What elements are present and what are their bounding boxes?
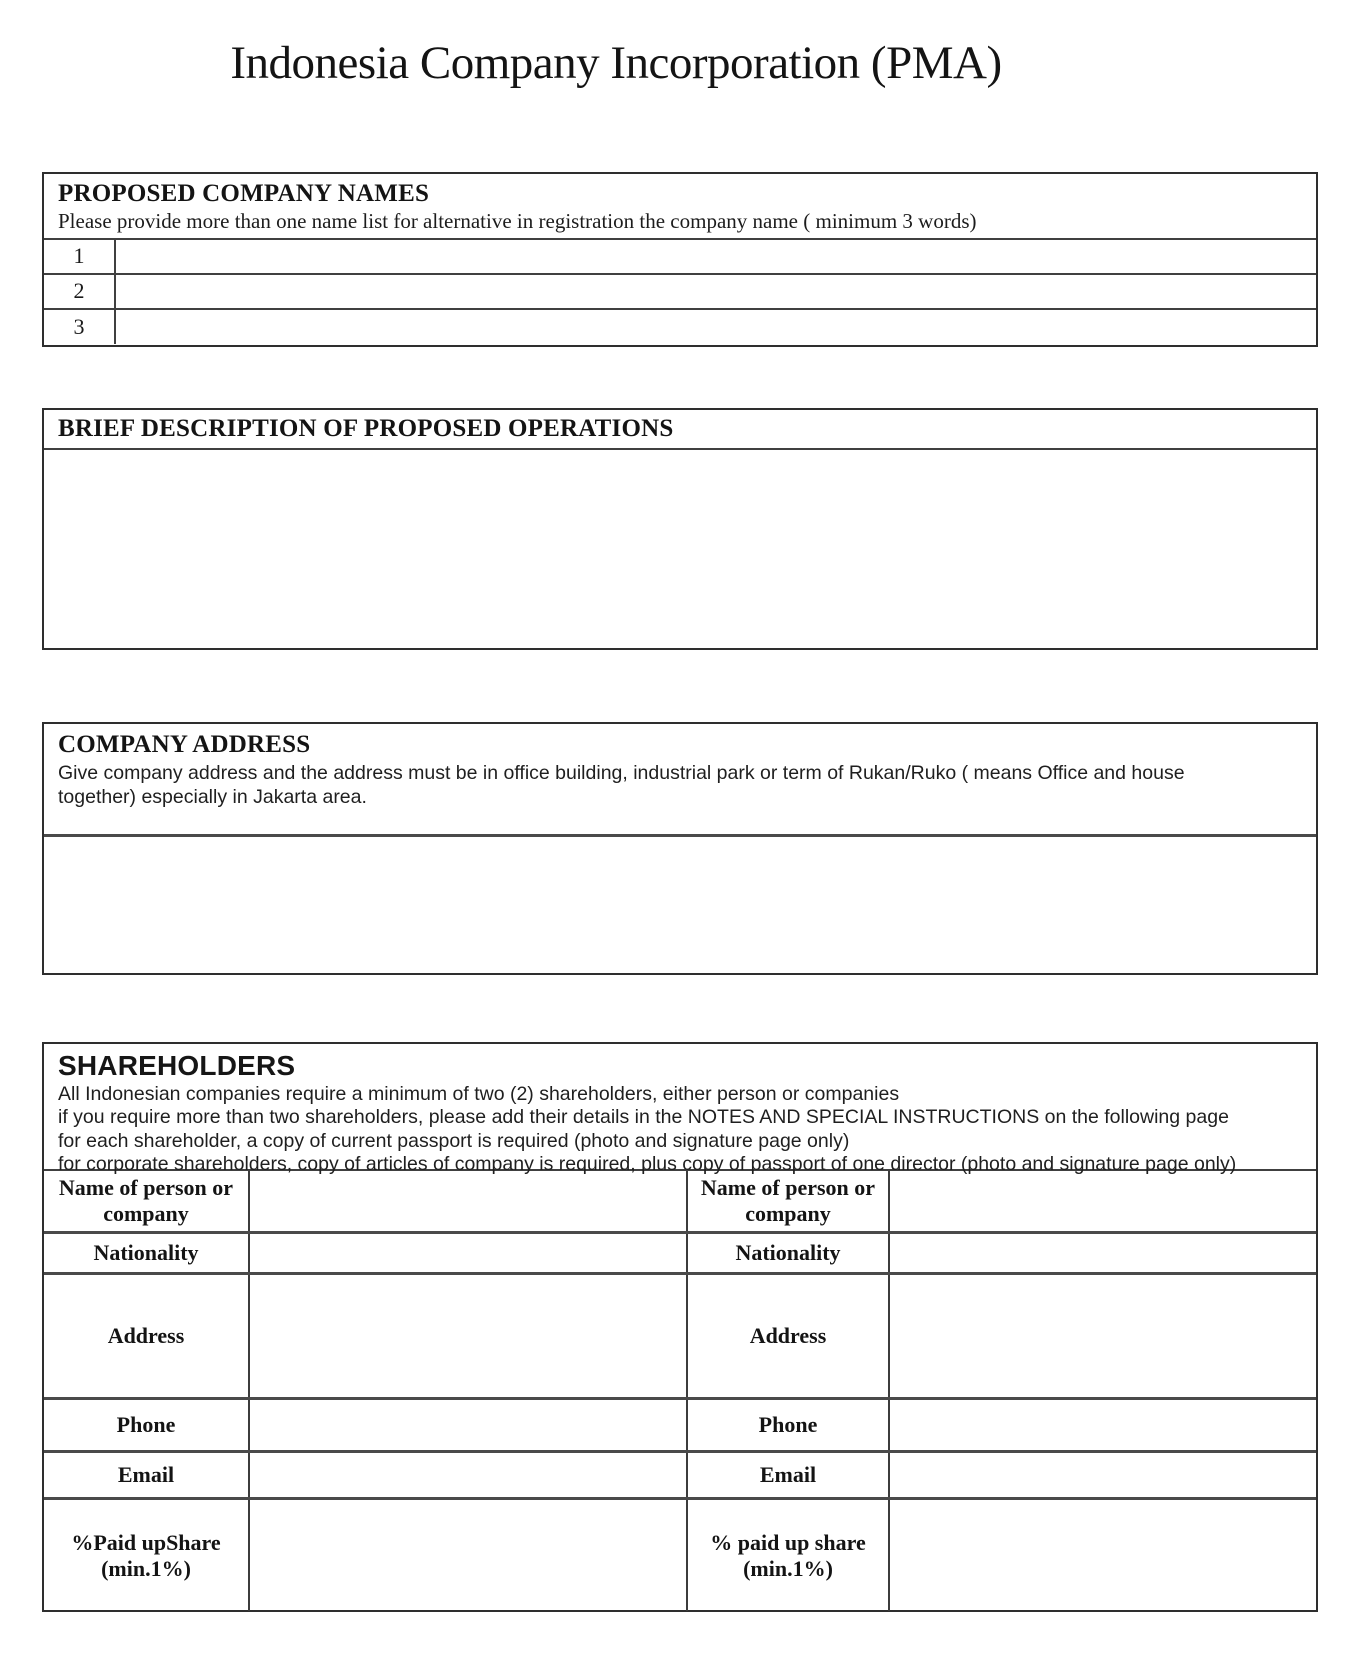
shareholder2-nationality-input[interactable] — [890, 1234, 1316, 1272]
shareholder1-address-input[interactable] — [250, 1275, 688, 1397]
company-address-title: COMPANY ADDRESS — [58, 731, 311, 758]
company-name-2-input[interactable] — [116, 275, 1316, 308]
shareholder2-phone-label: Phone — [688, 1400, 890, 1450]
shareholder1-name-input[interactable] — [250, 1171, 688, 1231]
shareholders-instruction: All Indonesian companies require a minimum of two (2) shareholders, either person or companies — [58, 1082, 900, 1105]
proposed-names-header — [44, 174, 1316, 238]
shareholders-instruction: for corporate shareholders, copy of articles of company is required, plus copy of passport of one director (photo and signature page only) — [58, 1153, 1237, 1176]
company-name-3-input[interactable] — [116, 310, 1316, 344]
shareholder1-name-label: Name of person or company — [44, 1171, 250, 1231]
shareholder2-email-input[interactable] — [890, 1453, 1316, 1497]
brief-description-section — [42, 408, 1318, 650]
shareholder1-paid-share-input[interactable] — [250, 1500, 688, 1611]
name-row-number: 3 — [44, 310, 116, 344]
brief-description-header — [44, 410, 1316, 450]
brief-description-input[interactable] — [44, 450, 1316, 648]
company-address-description: Give company address and the address must be in office building, industrial park or term of Rukan/Ruko ( means Office and house together) especially in Jakarta area. — [58, 762, 1185, 808]
name-row-number: 1 — [44, 240, 116, 273]
shareholders-title: SHAREHOLDERS — [58, 1050, 296, 1081]
company-address-input[interactable] — [44, 837, 1316, 970]
shareholders-instruction: if you require more than two shareholders, please add their details in the NOTES AND SPECIAL INSTRUCTIONS on the following page — [58, 1106, 1229, 1129]
shareholder2-phone-input[interactable] — [890, 1400, 1316, 1450]
shareholder2-nationality-label: Nationality — [688, 1234, 890, 1272]
company-name-1-input[interactable] — [116, 240, 1316, 273]
shareholder2-paid-share-label: % paid up share (min.1%) — [688, 1500, 890, 1611]
company-address-section — [42, 722, 1318, 975]
shareholders-instruction: for each shareholder, a copy of current passport is required (photo and signature page only) — [58, 1129, 850, 1152]
table-row — [44, 1450, 1316, 1497]
shareholder1-paid-share-label: %Paid upShare (min.1%) — [44, 1500, 250, 1611]
table-row — [44, 1397, 1316, 1450]
shareholder1-email-input[interactable] — [250, 1453, 688, 1497]
shareholder2-address-input[interactable] — [890, 1275, 1316, 1397]
shareholder1-phone-input[interactable] — [250, 1400, 688, 1450]
shareholder2-address-label: Address — [688, 1275, 890, 1397]
table-row — [44, 1497, 1316, 1611]
shareholder1-address-label: Address — [44, 1275, 250, 1397]
shareholder1-email-label: Email — [44, 1453, 250, 1497]
brief-description-title: BRIEF DESCRIPTION OF PROPOSED OPERATIONS — [58, 415, 674, 442]
shareholder1-phone-label: Phone — [44, 1400, 250, 1450]
table-row — [44, 1272, 1316, 1397]
shareholder2-name-input[interactable] — [890, 1171, 1316, 1231]
shareholder2-email-label: Email — [688, 1453, 890, 1497]
proposed-names-title: PROPOSED COMPANY NAMES — [58, 180, 430, 207]
shareholder2-paid-share-input[interactable] — [890, 1500, 1316, 1611]
shareholder1-nationality-input[interactable] — [250, 1234, 688, 1272]
shareholders-header — [44, 1044, 1316, 1176]
proposed-company-names-section — [42, 172, 1318, 347]
shareholders-section — [42, 1042, 1318, 1612]
shareholder1-nationality-label: Nationality — [44, 1234, 250, 1272]
table-row — [44, 238, 1316, 273]
company-address-header — [44, 724, 1316, 837]
proposed-names-subtitle: Please provide more than one name list for alternative in registration the company name ( minimum 3 words) — [58, 209, 977, 233]
page-title: Indonesia Company Incorporation (PMA) — [230, 37, 1002, 89]
table-row — [44, 273, 1316, 308]
shareholder2-name-label: Name of person or company — [688, 1171, 890, 1231]
table-row — [44, 1171, 1316, 1231]
table-row — [44, 308, 1316, 344]
table-row — [44, 1231, 1316, 1272]
name-row-number: 2 — [44, 275, 116, 308]
